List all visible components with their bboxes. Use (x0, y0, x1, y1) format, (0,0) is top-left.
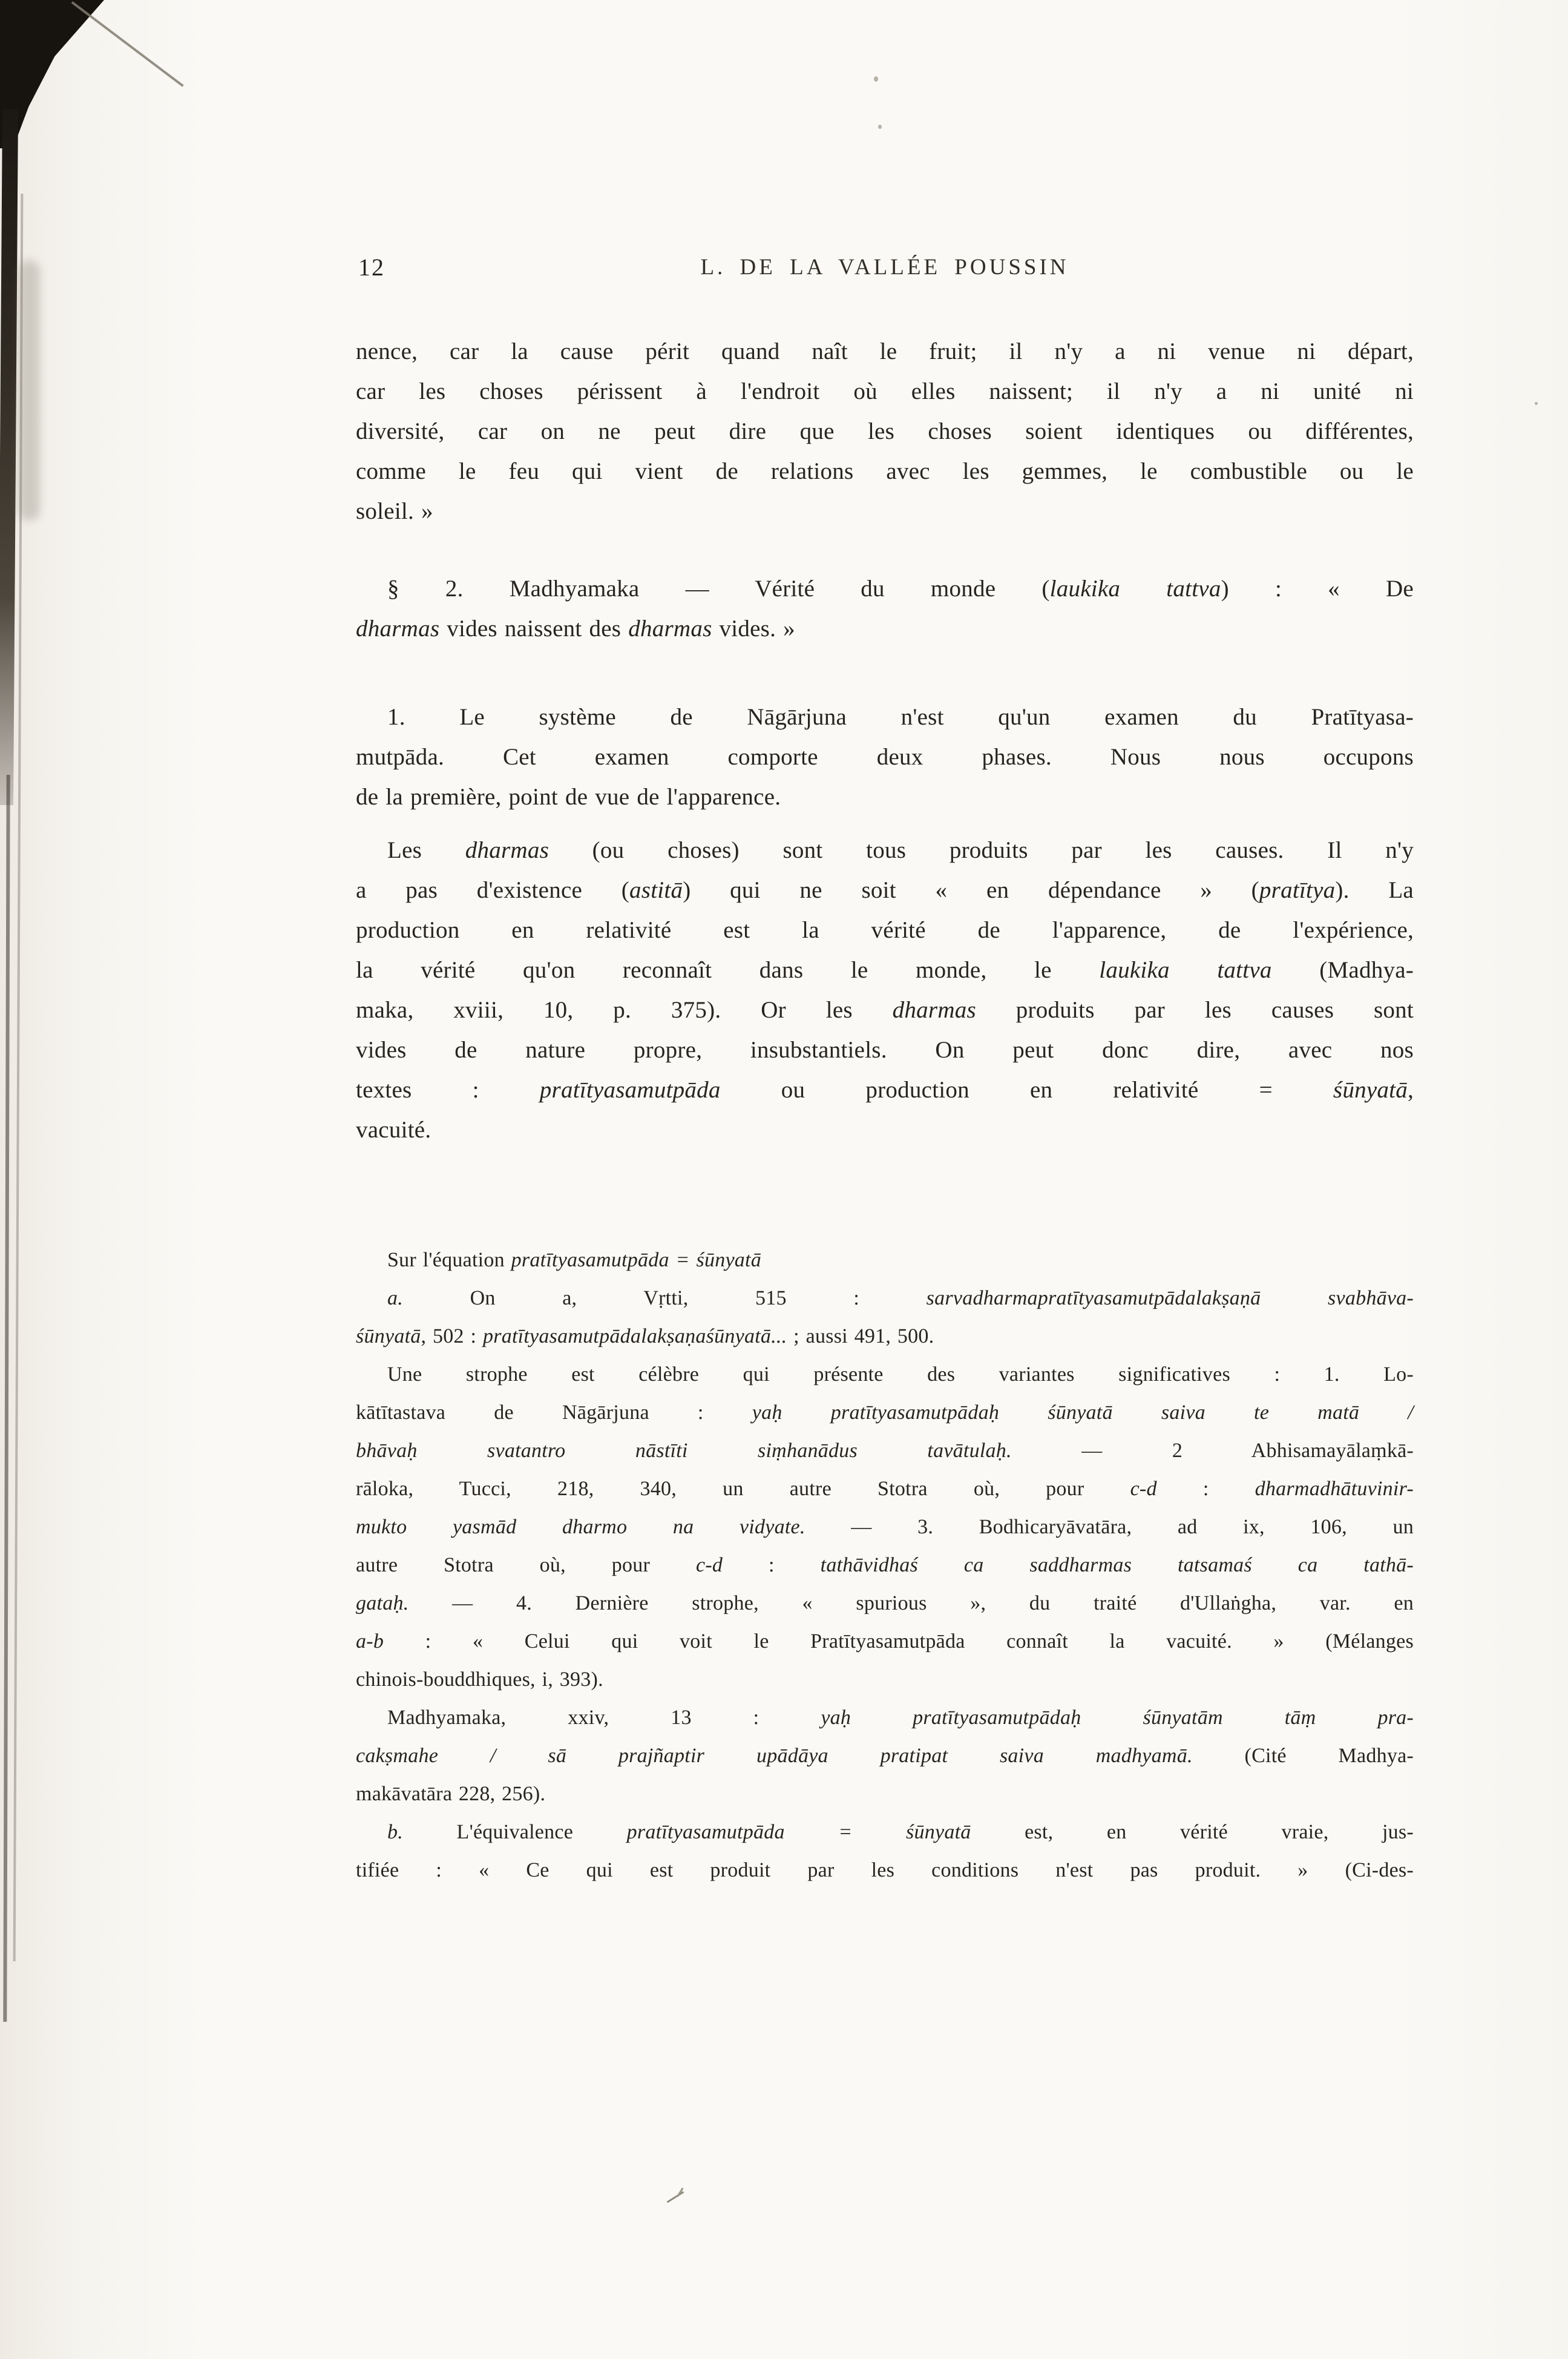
text-line: Une strophe est célèbre qui présente des variantes significatives : 1. Lo- (387, 1363, 1414, 1386)
text-line: a pas d'existence (astitā) qui ne soit « en dépendance » (pratītya). La (356, 877, 1414, 903)
text-line: b. L'équivalence pratītyasamutpāda = śūnyatā est, en vérité vraie, jus- (387, 1821, 1414, 1843)
text-line: dharmas vides naissent des dharmas vides. » (356, 616, 795, 642)
text-line: Madhyamaka, xxiv, 13 : yaḥ pratītyasamutpādaḥ śūnyatām tāṃ pra- (387, 1706, 1414, 1729)
text-line: car les choses périssent à l'endroit où elles naissent; il n'y a ni unité ni (356, 378, 1414, 404)
scan-speck (874, 76, 878, 82)
text-line: Les dharmas (ou choses) sont tous produits par les causes. Il n'y (387, 837, 1414, 863)
scan-smudge (18, 260, 40, 521)
text-line: chinois-bouddhiques, i, 393). (356, 1668, 603, 1691)
note-b-equivalence (356, 1813, 1414, 1889)
text-line: tifiée : « Ce qui est produit par les conditions n'est pas produit. » (Ci-des- (356, 1859, 1414, 1881)
text-line: vacuité. (356, 1117, 431, 1143)
text-line: vides de nature propre, insubstantiels. On peut donc dire, avec nos (356, 1037, 1414, 1063)
note-equation (356, 1241, 1414, 1279)
text-line: la vérité qu'on reconnaît dans le monde, le laukika tattva (Madhya- (356, 957, 1414, 983)
text-line: comme le feu qui vient de relations avec les gemmes, le combustible ou le (356, 458, 1414, 484)
section-2-heading (356, 569, 1414, 649)
text-column (356, 332, 1414, 1889)
text-line: production en relativité est la vérité de l'apparence, de l'expérience, (356, 917, 1414, 943)
page-number: 12 (358, 254, 385, 281)
text-line: diversité, car on ne peut dire que les choses soient identiques ou différentes, (356, 418, 1414, 444)
text-line: textes : pratītyasamutpāda ou production en relativité = śūnyatā, (356, 1077, 1414, 1103)
scan-speck (878, 125, 882, 129)
scan-speck (1535, 402, 1538, 405)
text-line: gataḥ. — 4. Dernière strophe, « spurious », du traité d'Ullaṅgha, var. en (356, 1592, 1414, 1614)
note-a-vrtti (356, 1279, 1414, 1355)
text-line: śūnyatā, 502 : pratītyasamutpādalakṣaṇaśūnyatā... ; aussi 491, 500. (356, 1325, 934, 1347)
para-continuation (356, 332, 1414, 531)
text-line: mutpāda. Cet examen comporte deux phases. Nous nous occupons (356, 744, 1414, 770)
text-line: Sur l'équation pratītyasamutpāda = śūnyatā (387, 1249, 761, 1271)
text-line: mukto yasmād dharmo na vidyate. — 3. Bodhicaryāvatāra, ad ix, 106, un (356, 1516, 1414, 1538)
running-title: L. DE LA VALLÉE POUSSIN (700, 255, 1069, 280)
scan-corner-line (71, 1, 184, 87)
text-line: kātītastava de Nāgārjuna : yaḥ pratītyasamutpādaḥ śūnyatā saiva te matā / (356, 1401, 1414, 1424)
text-line: soleil. » (356, 498, 433, 524)
pen-mark (666, 2186, 690, 2205)
para-les-dharmas (356, 831, 1414, 1150)
note-madhyamaka-xxiv (356, 1699, 1414, 1813)
scan-corner-blot (0, 0, 130, 148)
page-header (356, 252, 1414, 288)
para-1-nagarjuna (356, 697, 1414, 817)
note-strophe (356, 1355, 1414, 1699)
binding-edge-shadow (0, 109, 18, 805)
text-line: maka, xviii, 10, p. 375). Or les dharmas produits par les causes sont (356, 997, 1414, 1023)
text-line: 1. Le système de Nāgārjuna n'est qu'un examen du Pratītyasa- (387, 704, 1414, 730)
text-line: rāloka, Tucci, 218, 340, un autre Stotra où, pour c-d : dharmadhātuvinir- (356, 1478, 1414, 1500)
text-line: a. On a, Vṛtti, 515 : sarvadharmapratītyasamutpādalakṣaṇā svabhāva- (387, 1287, 1414, 1309)
text-line: makāvatāra 228, 256). (356, 1783, 546, 1805)
text-line: de la première, point de vue de l'apparence. (356, 784, 781, 810)
binding-edge-line (3, 775, 10, 2022)
text-line: a-b : « Celui qui voit le Pratītyasamutpāda connaît la vacuité. » (Mélanges (356, 1630, 1414, 1653)
text-line: nence, car la cause périt quand naît le fruit; il n'y a ni venue ni départ, (356, 338, 1414, 364)
text-line: cakṣmahe / sā prajñaptir upādāya pratipat saiva madhyamā. (Cité Madhya- (356, 1745, 1414, 1767)
text-line: § 2. Madhyamaka — Vérité du monde (laukika tattva) : « De (387, 576, 1414, 602)
text-line: bhāvaḥ svatantro nāstīti siṃhanādus tavātulaḥ. — 2 Abhisamayālaṃkā- (356, 1439, 1414, 1462)
text-line: autre Stotra où, pour c-d : tathāvidhaś ca saddharmas tatsamaś ca tathā- (356, 1554, 1414, 1576)
